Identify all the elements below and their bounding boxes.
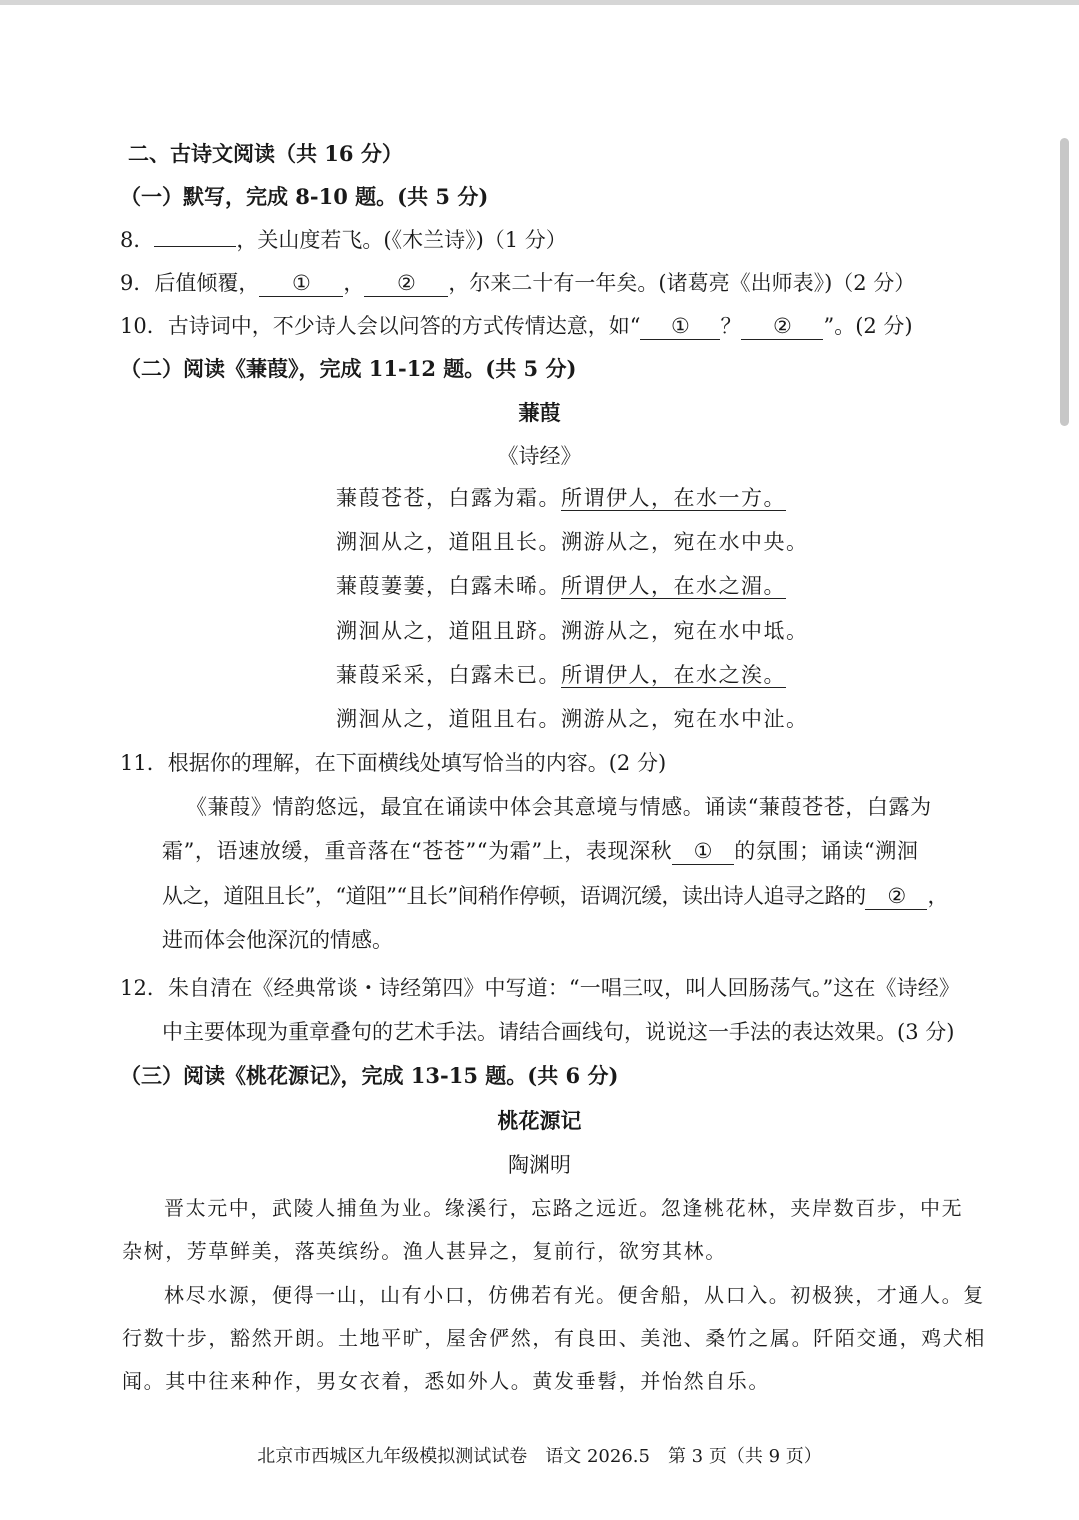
essay-p2-line-3: 闻。其中往来种作，男女衣着，悉如外人。黄发垂髫，并怡然自乐。: [122, 1369, 770, 1393]
q11-blank-2[interactable]: ②: [865, 883, 927, 910]
essay-p2-line-1: 林尽水源，便得一山，山有小口，仿佛若有光。便舍船，从口入。初极狭，才通人。复: [164, 1283, 985, 1307]
poem-line-3-a: 蒹葭萋萋，白露未晞。: [336, 574, 561, 598]
question-9-comma: ，: [343, 271, 365, 295]
poem-line-2: 溯洄从之，道阻且长。溯游从之，宛在水中央。: [336, 530, 809, 554]
question-8-text: ，关山度若飞。(《木兰诗》)（1 分）: [236, 228, 567, 252]
poem-title: 蒹葭: [518, 400, 561, 425]
question-10-prefix: 10．古诗词中，不少诗人会以问答的方式传情达意，如“: [120, 314, 641, 338]
question-9-prefix: 9．后值倾覆，: [120, 271, 260, 295]
poem-source: 《诗经》: [497, 444, 582, 468]
part1-title: （一）默写，完成 8-10 题。(共 5 分): [120, 184, 489, 209]
question-8-number: 8．: [120, 228, 155, 252]
q8-answer-blank[interactable]: [154, 246, 236, 247]
q9-blank-1[interactable]: ①: [259, 270, 343, 297]
q9-blank-2[interactable]: ②: [364, 270, 448, 297]
page-footer: 北京市西城区九年级模拟测试试卷 语文 2026.5 第 3 页（共 9 页）: [257, 1446, 822, 1467]
question-9: [120, 268, 915, 298]
question-11-line-4: 进而体会他深沉的情感。: [162, 928, 393, 952]
q11-blank-1[interactable]: ①: [672, 838, 734, 865]
question-11-line-1: 《蒹葭》情韵悠远，最宜在诵读中体会其意境与情感。诵读“蒹葭苍苍，白露为: [186, 795, 932, 819]
essay-p2-line-2: 行数十步，豁然开朗。土地平旷，屋舍俨然，有良田、美池、桑竹之属。阡陌交通，鸡犬相: [122, 1326, 986, 1350]
poem-line-1: [336, 483, 786, 513]
q10-blank-2[interactable]: ②: [741, 313, 823, 340]
essay-p1-line-1: 晋太元中，武陵人捕鱼为业。缘溪行，忘路之远近。忽逢桃花林，夹岸数百步，中无: [164, 1196, 964, 1220]
scrollbar[interactable]: [1060, 138, 1069, 426]
poem-line-1-a: 蒹葭苍苍，白露为霜。: [336, 486, 561, 510]
top-border: [0, 0, 1079, 5]
question-12-line-1: 12．朱自清在《经典常谈・诗经第四》中写道：“一唱三叹，叫人回肠荡气。”这在《诗经》: [120, 976, 960, 1000]
part2-title: （二）阅读《蒹葭》，完成 11-12 题。(共 5 分): [120, 356, 577, 381]
poem-line-3-underlined: 所谓伊人，在水之湄。: [561, 574, 786, 598]
question-12-line-2: 中主要体现为重章叠句的艺术手法。请结合画线句，说说这一手法的表达效果。(3 分): [162, 1020, 955, 1044]
poem-line-1-underlined: 所谓伊人，在水一方。: [561, 486, 786, 510]
poem-line-3: [336, 571, 786, 601]
question-9-suffix: ，尔来二十有一年矣。(诸葛亮《出师表》)（2 分）: [448, 271, 916, 295]
poem-line-5-a: 蒹葭采采，白露未已。: [336, 663, 561, 687]
poem-line-5-underlined: 所谓伊人，在水之涘。: [561, 663, 786, 687]
essay-title: 桃花源记: [497, 1108, 582, 1133]
question-11-line-3: [162, 881, 948, 911]
poem-line-4: 溯洄从之，道阻且跻。溯游从之，宛在水中坻。: [336, 619, 809, 643]
poem-line-5: [336, 660, 786, 690]
q10-blank-1[interactable]: ①: [640, 313, 720, 340]
q11-l3-b: ，: [927, 884, 948, 908]
q11-l2-b: 的氛围；诵读“溯洄: [734, 839, 919, 863]
essay-p1-line-2: 杂树，芳草鲜美，落英缤纷。渔人甚异之，复前行，欲穷其林。: [122, 1239, 727, 1263]
question-8: [120, 225, 567, 255]
q11-l2-a: 霜”，语速放缓，重音落在“苍苍”“为霜”上，表现深秋: [162, 839, 673, 863]
question-10-suffix: ”。(2 分): [823, 314, 913, 338]
question-10: [120, 311, 913, 341]
part3-title: （三）阅读《桃花源记》，完成 13-15 题。(共 6 分): [120, 1063, 619, 1088]
q11-l3-a: 从之，道阻且长”，“道阻”“且长”间稍作停顿，语调沉缓，读出诗人追寻之路的: [162, 884, 866, 908]
section-title: 二、古诗文阅读（共 16 分）: [128, 141, 403, 166]
question-11-line-2: [162, 836, 918, 866]
poem-line-6: 溯洄从之，道阻且右。溯游从之，宛在水中沚。: [336, 707, 809, 731]
question-10-mid: ？: [720, 314, 742, 338]
question-11-title: 11．根据你的理解，在下面横线处填写恰当的内容。(2 分): [120, 751, 667, 775]
essay-author: 陶渊明: [508, 1153, 571, 1177]
